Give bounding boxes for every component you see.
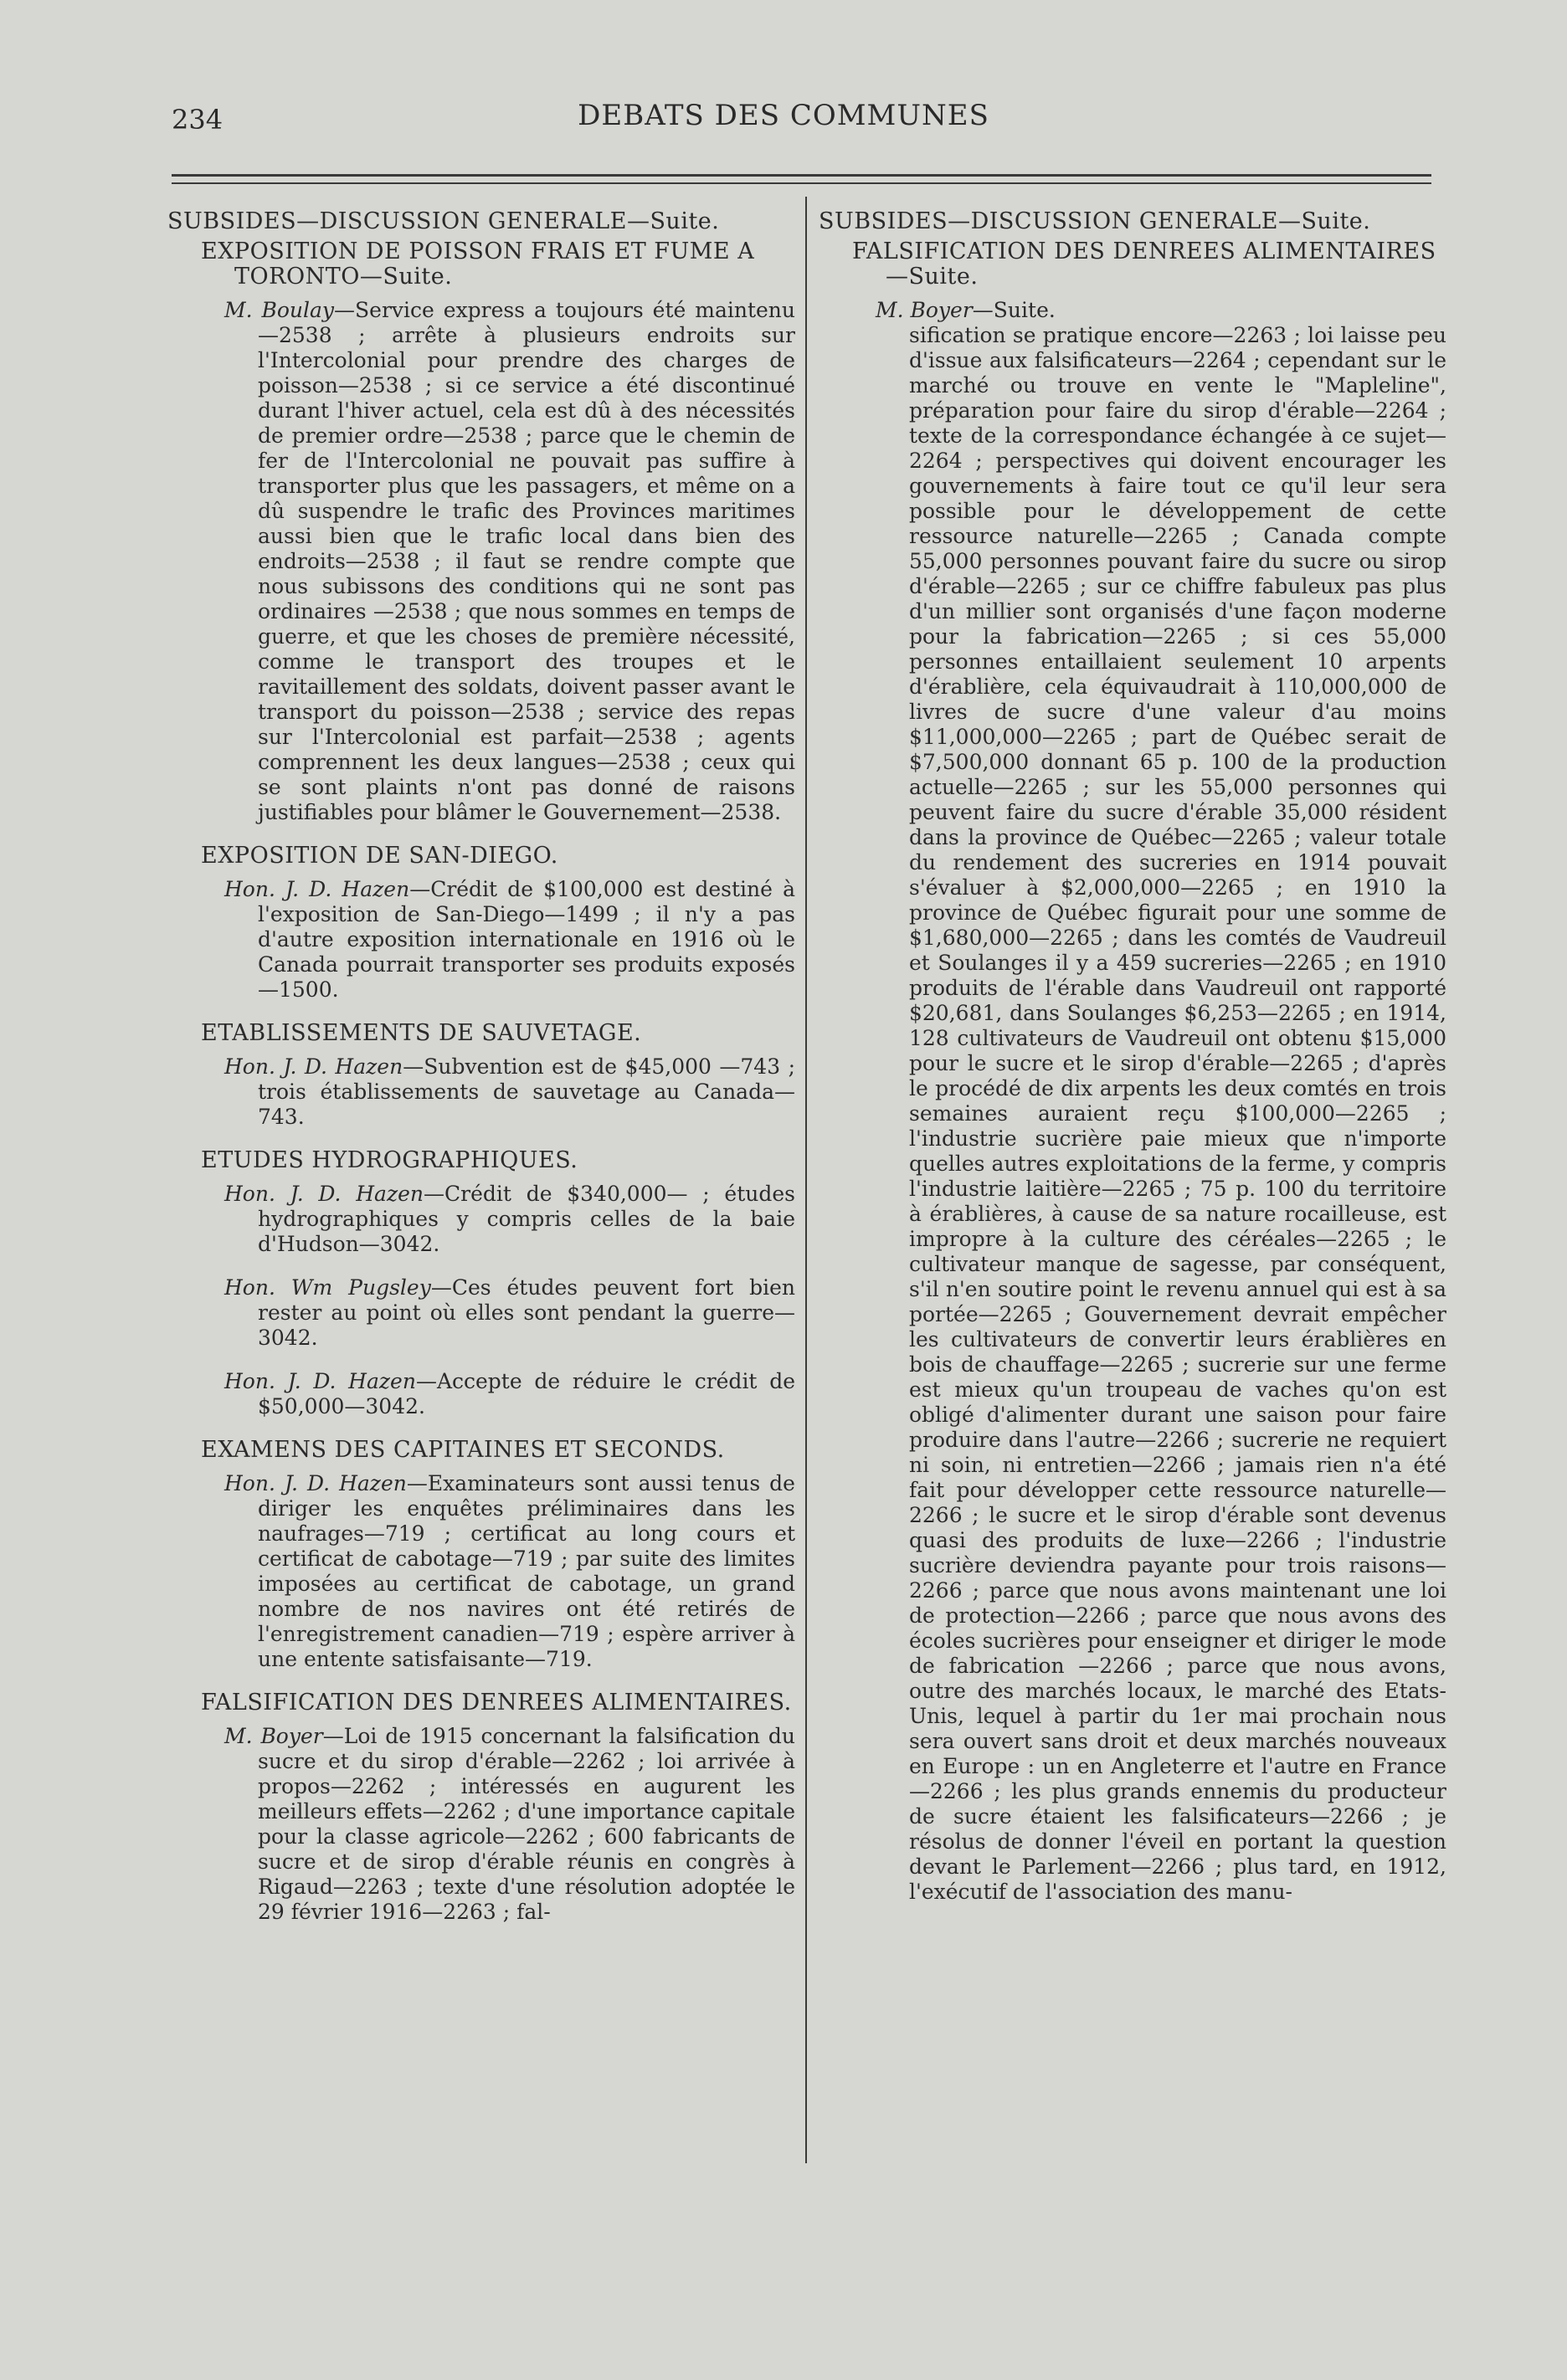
entry-text: —Ces études peuvent fort bien rester au point où elles sont pendant la guerre—3042. (258, 1275, 795, 1350)
page-number: 234 (172, 104, 223, 136)
entry-text: —Service express a toujours été maintenu—2538 ; arrête à plusieurs endroits sur l'Intercolonial pour prendre des charges de poisson—2538 ; si ce service a été discontinué durant l'hiver actuel, cela est dû à des nécessités de premier ordre—2538 ; parce que le chemin de fer de l'Intercolonial ne pouvait pas suffire à transporter plus que les passagers, et même on a dû suspendre le trafic des Provinces maritimes aussi bien que le trafic local dans bien des endroits—2538 ; il faut se rendre compte que nous subissons des conditions qui ne sont pas ordinaires —2538 ; que nous sommes en temps de guerre, et que les choses de première nécessité, comme le transport des troupes et le ravitaillement des soldats, doivent passer avant le transport du poisson—2538 ; service des repas sur l'Intercolonial est parfait—2538 ; agents comprennent les deux langues—2538 ; ceux qui se sont plaints n'ont pas donné de raisons justifiables pour blâmer le Gouvernement—2538. (258, 298, 796, 824)
speaker-name: M. Boyer (224, 1724, 323, 1748)
speaker-name: Hon. J. D. Hazen (224, 877, 410, 901)
section-title: EXAMENS DES CAPITAINES ET SECONDS. (201, 1437, 725, 1463)
entry-text: —Crédit de $100,000 est destiné à l'exposition de San-Diego—1499 ; il n'y a pas d'autre exposition internationale en 1916 où le Canada pourrait transporter ses produits exposés—1500. (258, 877, 795, 1002)
section-title: FALSIFICATION DES DENREES ALIMENTAIRES. (201, 1690, 792, 1716)
index-entry (224, 1275, 795, 1351)
speaker-name: M. Boyer (876, 298, 973, 322)
entry-text: —Examinateurs sont aussi tenus de diriger les enquêtes préliminaires dans les naufrages—719 ; certificat au long cours et certificat de cabotage—719 ; par suite des limites imposées au certificat de cabotage, un grand nombre de nos navires ont été retirés de l'enregistrement canadien—719 ; espère arriver à une entente satisfaisante—719. (258, 1471, 795, 1671)
speaker-name: Hon. J. D. Hazen (224, 1054, 403, 1079)
section-title: ETABLISSEMENTS DE SAUVETAGE. (201, 1020, 642, 1046)
entry-continuation: sification se pratique encore—2263 ; loi laisse peu d'issue aux falsificateurs—2264 ; cependant sur le marché ou trouve en vente le "Mapleline", préparation pour faire du sirop d'érable—2264 ; texte de la correspondance échangée à ce sujet—2264 ; perspectives qui doivent encourager les gouvernements à faire tout ce qu'il leur sera possible pour le développement de cette ressource naturelle—2265 ; Canada compte 55,000 personnes pouvant faire du sucre ou sirop d'érable—2265 ; sur ce chiffre fabuleux pas plus d'un millier sont organisés d'une façon moderne pour la fabrication—2265 ; si ces 55,000 personnes entaillaient seulement 10 arpents d'érablière, cela équivaudrait à 110,000,000 de livres de sucre d'une valeur d'au moins $11,000,000—2265 ; part de Québec serait de $7,500,000 donnant 65 p. 100 de la production actuelle—2265 ; sur les 55,000 personnes qui peuvent faire du sucre d'érable 35,000 résident dans la province de Québec—2265 ; valeur totale du rendement des sucreries en 1914 pouvait s'évaluer à $2,000,000—2265 ; en 1910 la province de Québec figurait pour une somme de $1,680,000—2265 ; dans les comtés de Vaudreuil et Soulanges il y a 459 sucreries—2265 ; en 1910 produits de l'érable dans Vaudreuil ont rapporté $20,681, dans Soulanges $6,253—2265 ; en 1914, 128 cultivateurs de Vaudreuil ont obtenu $15,000 pour le sucre et le sirop d'érable—2265 ; d'après le procédé de dix arpents les deux comtés en trois semaines auraient reçu $100,000—2265 ; l'industrie sucrière paie mieux que n'importe quelles autres exploitations de la ferme, y compris l'industrie laitière—2265 ; 75 p. 100 du territoire à érablières, à cause de sa nature rocailleuse, est impropre à la culture des céréales—2265 ; le cultivateur manque de sagesse, par conséquent, s'il n'en soutire point le revenu annuel qui est à sa portée—2265 ; Gouvernement devrait empêcher les cultivateurs de convertir leurs érablières en bois de chauffage—2265 ; sucrerie sur une ferme est mieux qu'un troupeau de vaches qu'on est obligé d'alimenter durant une saison pour faire produire dans l'autre—2266 ; sucrerie ne requiert ni soin, ni entretien—2266 ; jamais rien n'a été fait pour développer cette ressource naturelle—2266 ; le sucre et le sirop d'érable sont devenus quasi des produits de luxe—2266 ; l'industrie sucrière deviendra payante pour trois raisons—2266 ; parce que nous avons maintenant une loi de protection—2266 ; parce que nous avons des écoles sucrières pour enseigner et diriger le mode de fabrication —2266 ; parce que nous avons, outre des marchés locaux, le marché des Etats-Unis, lequel à partir du 1er mai prochain nous sera ouvert sans droit et deux marchés nouveaux en Europe : un en Angleterre et l'autre en France—2266 ; les plus grands ennemis du producteur de sucre étaient les falsificateurs—2266 ; je résolus de donner l'éveil en portant la question devant le Parlement—2266 ; plus tard, en 1912, l'exécutif de l'association des manu- (909, 323, 1446, 1904)
right-top-heading: SUBSIDES—DISCUSSION GENERALE—Suite. (819, 208, 1371, 234)
section-title: ETUDES HYDROGRAPHIQUES. (201, 1147, 578, 1173)
speaker-name: Hon. J. D. Hazen (224, 1182, 424, 1206)
speaker-name: M. Boulay (224, 298, 335, 322)
entry-text: —Loi de 1915 concernant la falsification du sucre et du sirop d'érable—2262 ; loi arrivée à propos—2262 ; intéressés en augurent les meilleurs effets—2262 ; d'une importance capitale pour la classe agricole—2262 ; 600 fabricants de sucre et de sirop d'érable réunis en congrès à Rigaud—2263 ; texte d'une résolution adoptée le 29 février 1916—2263 ; fal- (258, 1724, 795, 1924)
section-title: FALSIFICATION DES DENREES ALIMENTAIRES—Suite. (852, 239, 1436, 290)
entry-text: —Accepte de réduire le crédit de $50,000—3042. (258, 1369, 795, 1418)
left-column (167, 209, 795, 1943)
entry-text: —Crédit de $340,000— ; études hydrographiques y compris celles de la baie d'Hudson—3042. (258, 1182, 795, 1256)
index-entry (876, 298, 1446, 323)
right-column (819, 209, 1446, 1923)
header-rule-thin (172, 182, 1431, 184)
speaker-name: Hon. J. D. Hazen (224, 1471, 407, 1495)
index-entry (224, 1182, 795, 1257)
section-title: EXPOSITION DE SAN-DIEGO. (201, 843, 558, 869)
running-title: DEBATS DES COMMUNES (578, 99, 989, 132)
index-entry (224, 1724, 795, 1925)
column-divider (805, 197, 807, 2163)
index-entry (224, 298, 795, 825)
header-rule-thick (172, 174, 1431, 177)
index-entry (224, 1369, 795, 1419)
index-entry (224, 877, 795, 1003)
entry-text: —Suite. (972, 298, 1056, 322)
index-entry (224, 1054, 795, 1130)
left-top-heading: SUBSIDES—DISCUSSION GENERALE—Suite. (167, 208, 720, 234)
speaker-name: Hon. Wm Pugsley (224, 1275, 431, 1300)
entry-text: —Subvention est de $45,000 —743 ; trois établissements de sauvetage au Canada—743. (258, 1054, 795, 1129)
index-entry (224, 1471, 795, 1672)
speaker-name: Hon. J. D. Hazen (224, 1369, 416, 1393)
section-title: EXPOSITION DE POISSON FRAIS ET FUME A TORONTO—Suite. (201, 239, 755, 290)
